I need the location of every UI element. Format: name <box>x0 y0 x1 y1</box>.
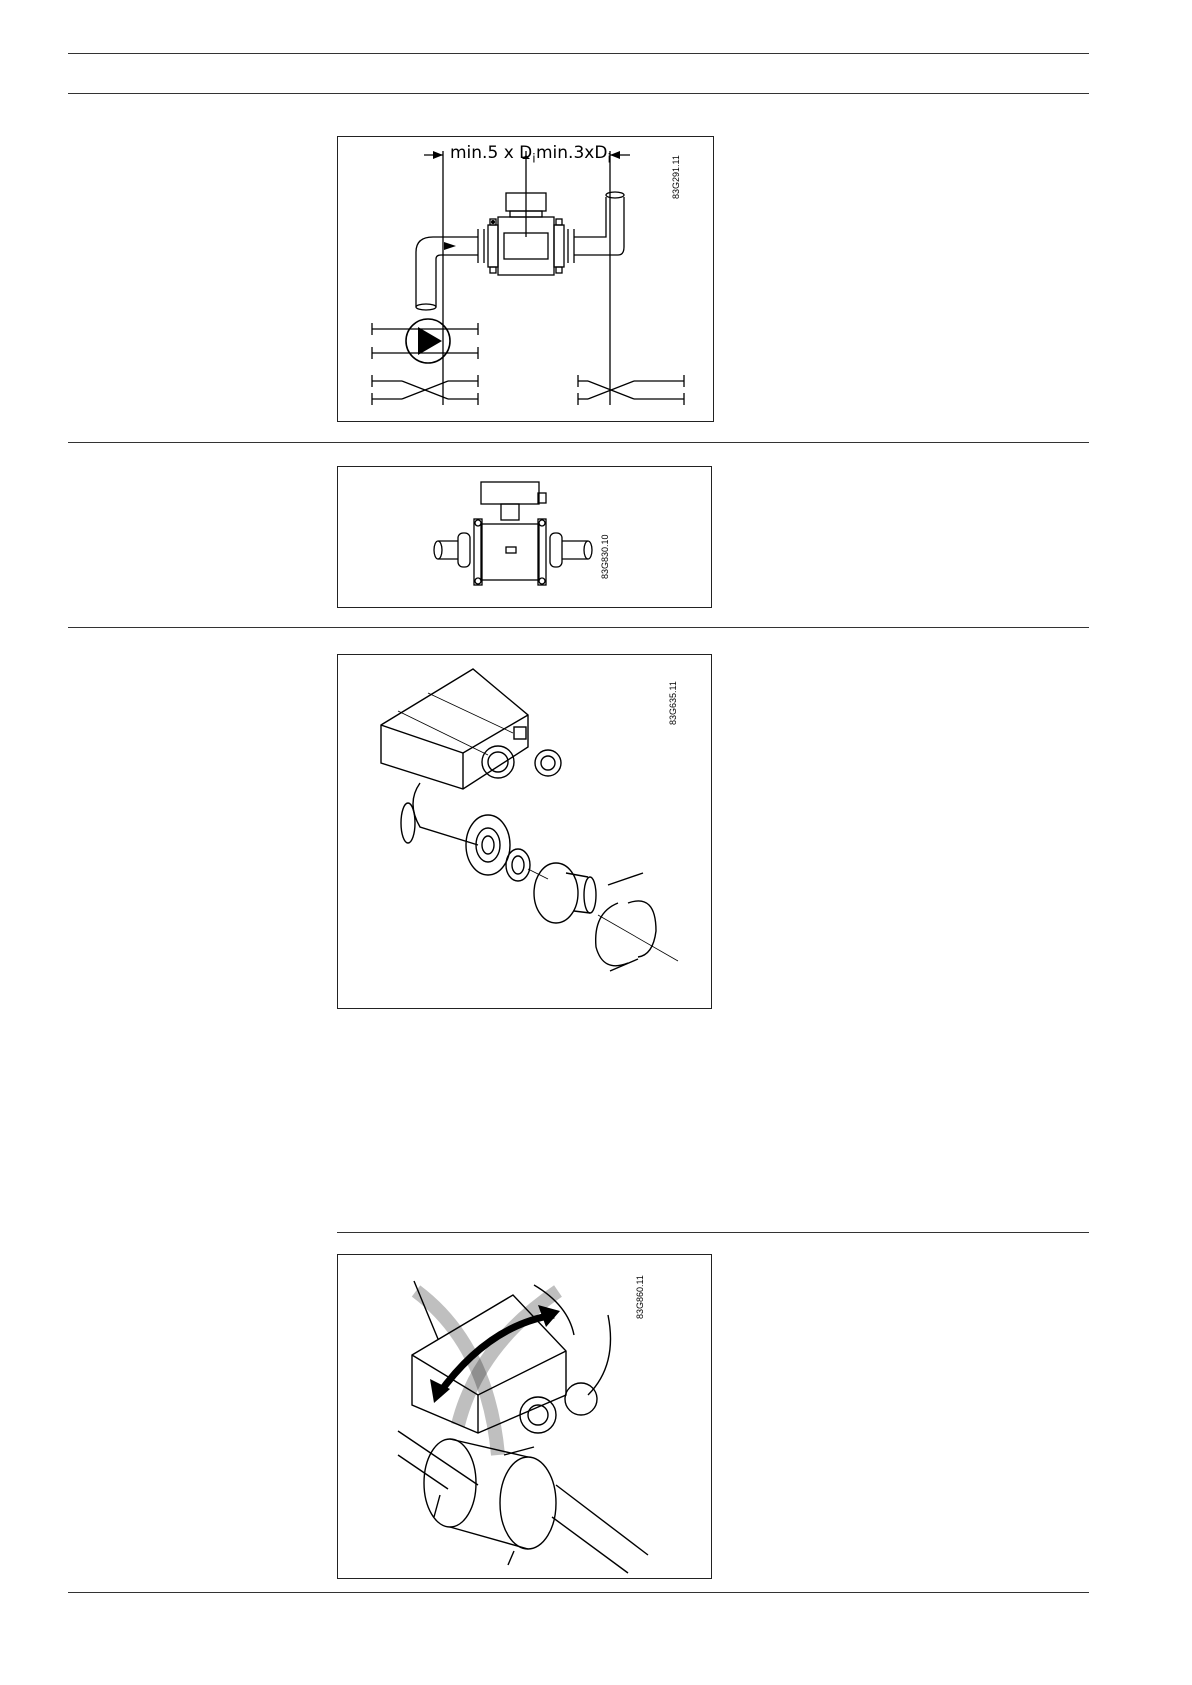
figure-code: 83G860.11 <box>635 1275 645 1319</box>
top-rule-1 <box>68 53 1089 54</box>
top-rule-2 <box>68 93 1089 94</box>
exploded-view-diagram <box>338 655 711 1008</box>
figure-meter-side-view <box>337 466 712 608</box>
rotate-housing-diagram <box>338 1255 711 1578</box>
section-rule-1 <box>68 442 1089 443</box>
figure-rotate-housing <box>337 1254 712 1579</box>
figure-code: 83G291.11 <box>671 155 681 199</box>
section-rule-3 <box>337 1232 1089 1233</box>
meter-side-diagram <box>338 467 711 607</box>
bottom-rule <box>68 1592 1089 1593</box>
section-rule-2 <box>68 627 1089 628</box>
figure-inlet-outlet-runs <box>337 136 714 422</box>
figure-code: 83G830.10 <box>600 534 610 579</box>
downstream-run-label: $\min.3xD_i$ <box>536 143 611 166</box>
upstream-run-label: min.5 x $D_i$ <box>450 143 536 166</box>
inlet-outlet-diagram <box>338 137 713 421</box>
figure-code: 83G635.11 <box>668 681 678 725</box>
figure-exploded-view <box>337 654 712 1009</box>
